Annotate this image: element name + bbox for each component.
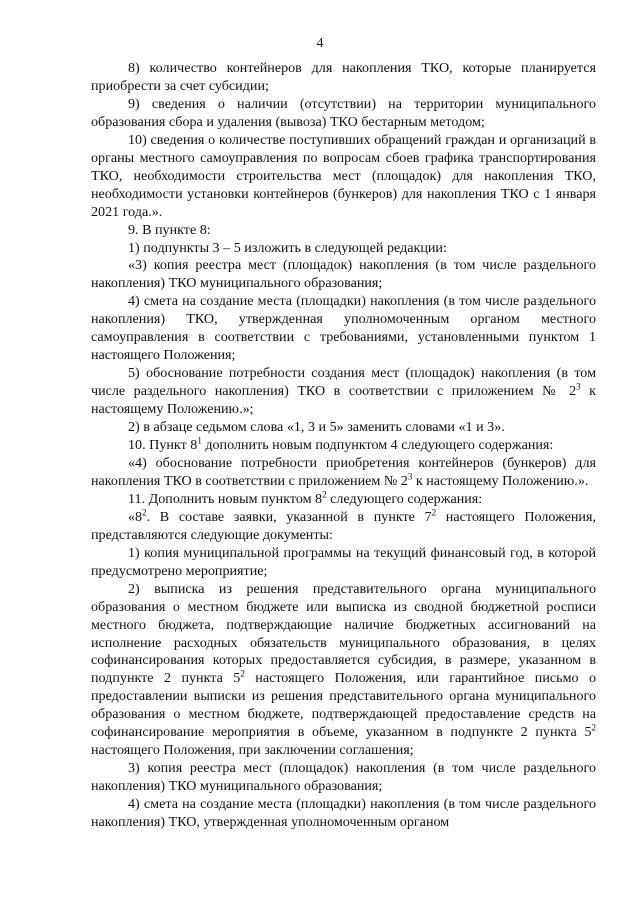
paragraph (91, 437, 596, 455)
paragraph (91, 581, 596, 761)
paragraph-text: 1) копия муниципальной программы на текущий финансовый год, в которой предусмотрено мероприятие; (91, 544, 596, 579)
paragraph (91, 60, 596, 96)
superscript: 2 (240, 668, 245, 679)
paragraph-text: «8 (128, 508, 143, 525)
superscript: 2 (142, 507, 147, 518)
paragraph-text: 11. Дополнить новым пунктом 8 (128, 490, 323, 507)
paragraph (91, 96, 596, 132)
paragraph-text: 10) сведения о количестве поступивших обращений граждан и организаций в органы местного самоуправления по вопросам сбоев графика транспортирования ТКО, необходимости строительства мест (площадок) для накопления ТКО, необходимости установки контейнеров (бункеров) для накопления ТКО с 1 января 2021 года.». (91, 131, 596, 220)
paragraph-text: 9) сведения о наличии (отсутствии) на территории муниципального образования сбора и удаления (вывоза) ТКО бестарным методом; (91, 95, 596, 130)
paragraph (91, 419, 596, 437)
paragraph-text: дополнить новым подпунктом 4 следующего содержания: (201, 437, 554, 454)
paragraph (91, 293, 596, 365)
document-body (91, 60, 596, 832)
superscript: 2 (431, 507, 437, 518)
paragraph-text: 2) в абзаце седьмом слова «1, 3 и 5» заменить словами «1 и 3». (128, 419, 505, 436)
paragraph-text: 8) количество контейнеров для накопления ТКО, которые планируется приобрести за счет субсидии; (91, 60, 596, 94)
superscript: 3 (407, 471, 413, 482)
paragraph-text: настоящего Положения, при заключении соглашения; (91, 742, 414, 759)
paragraph (91, 365, 596, 419)
paragraph-text: 9. В пункте 8: (128, 221, 211, 238)
paragraph (91, 491, 596, 509)
superscript: 2 (591, 722, 596, 733)
paragraph-text: «3) копия реестра мест (площадок) накопления (в том числе раздельного накопления) ТКО муниципального образования; (91, 257, 596, 292)
paragraph (91, 132, 596, 222)
paragraph-text: следующего содержания: (326, 490, 483, 507)
page-number: 4 (316, 36, 324, 51)
paragraph-text: «4) обоснование потребности приобретения контейнеров (бункеров) для накопления ТКО в соответствии с приложением № 2 (91, 454, 596, 489)
paragraph-text: 3) копия реестра мест (площадок) накопления (в том числе раздельного накопления) ТКО муниципального образования; (91, 760, 596, 795)
paragraph (91, 509, 596, 545)
paragraph (91, 545, 596, 581)
paragraph-text: 4) смета на создание места (площадки) накопления (в том числе раздельного накопления) ТКО, утвержденная уполномоченным органом (91, 796, 596, 831)
paragraph-text: к настоящему Положению.»; (91, 383, 596, 418)
paragraph-text: настоящего Положения, или гарантийное письмо о предоставлении выписки из решения представительного органа муниципального образования о местном бюджете, подтверждающей предоставление средств на софинансирование мероприятия в объеме, указанном в подпункте 2 пункта 5 (91, 670, 597, 741)
paragraph (91, 257, 596, 293)
paragraph-text: 4) смета на создание места (площадки) накопления (в том числе раздельного накопления) ТКО, утвержденная уполномоченным органом местного самоуправления в соответствии с требованиями, установленными пунктом 1 настоящего Положения; (91, 293, 596, 364)
paragraph-text: 2) выписка из решения представительного органа муниципального образования о местном бюджете или выписка из сводной бюджетной росписи местного бюджета, подтверждающие наличие бюджетных ассигнований на исполнение расходных обязательств муниципального образования, в целях софинансирования которых предоставляется субсидия, в размере, указанном в подпункте 2 пункта 5 (91, 580, 596, 687)
paragraph-text: 1) подпункты 3 – 5 изложить в следующей редакции: (128, 239, 447, 256)
paragraph (91, 222, 596, 240)
paragraph (91, 796, 596, 832)
paragraph-text: настоящего Положения, представляются следующие документы: (91, 508, 596, 543)
paragraph (91, 240, 596, 258)
paragraph-text: 5) обоснование потребности создания мест (площадок) накопления (в том числе раздельного накопления) ТКО в соответствии с приложением № 2 (91, 365, 596, 400)
paragraph (91, 760, 596, 796)
paragraph (91, 455, 596, 491)
paragraph-text: к настоящему Положению.». (412, 472, 589, 489)
superscript: 3 (576, 381, 581, 392)
paragraph-text: . В составе заявки, указанной в пункте 7 (146, 508, 432, 525)
superscript: 2 (322, 489, 327, 500)
superscript: 1 (197, 435, 202, 446)
paragraph-text: 10. Пункт 8 (128, 437, 198, 454)
